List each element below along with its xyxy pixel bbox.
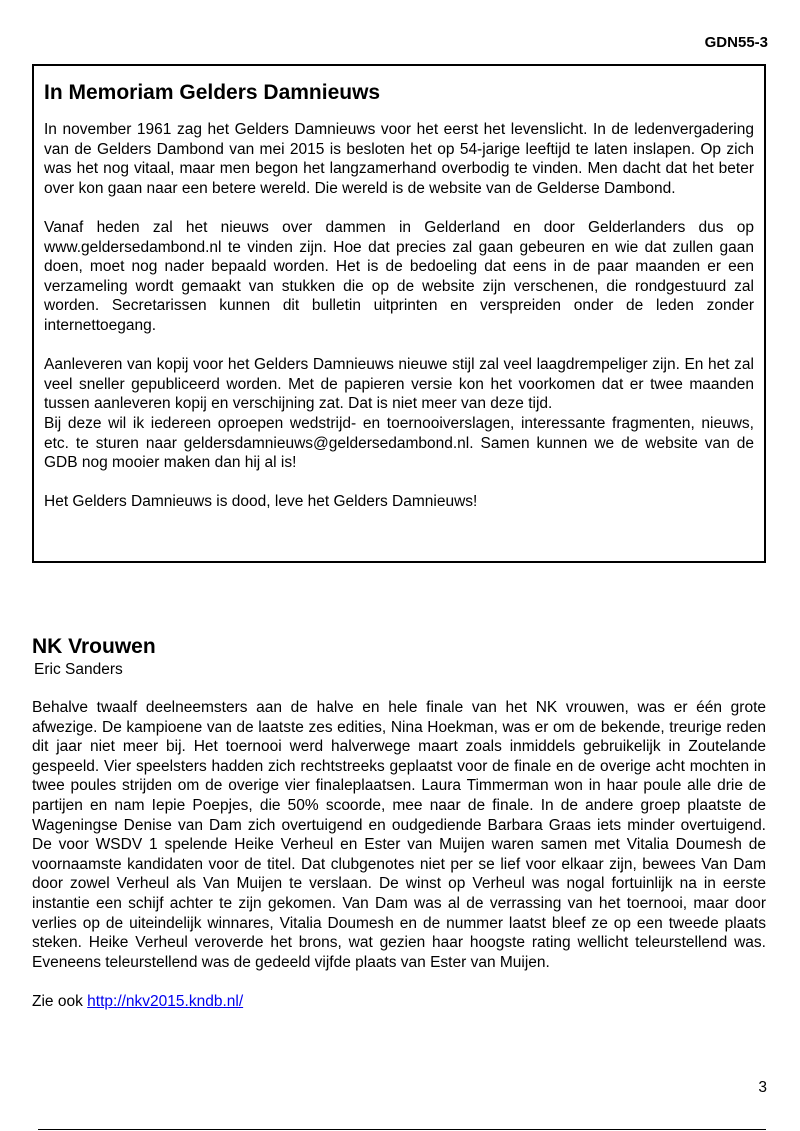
article-title: NK Vrouwen [32,635,156,658]
page-number: 3 [758,1079,767,1096]
memoriam-paragraph-2: Vanaf heden zal het nieuws over dammen in Gelderland en door Gelderlanders dus op www.geldersedambond.nl te vinden zijn. Hoe dat precies zal gaan gebeuren en wie dat zullen gaan doen, moet nog nader bepaald worden. Het is de bedoeling dat eens in de paar maanden er een verzameling wordt gemaakt van stukken die op de website zijn verschenen, die rondgestuurd zal worden. Secretarissen kunnen dit bulletin uitprinten en verspreiden onder de leden zonder internettoegang. [44,218,754,334]
memoriam-title: In Memoriam Gelders Damnieuws [44,81,381,104]
memoriam-paragraph-4: Het Gelders Damnieuws is dood, leve het Gelders Damnieuws! [44,493,478,511]
see-also-label: Zie ook [32,992,83,1010]
article-link[interactable]: http://nkv2015.kndb.nl/ [87,992,244,1010]
article-body: Behalve twaalf deelneemsters aan de halve en hele finale van het NK vrouwen, was er één grote afwezige. De kampioene van de laatste zes edities, Nina Hoekman, was er om de bekende, treurige reden dit jaar niet meer bij. Het toernooi werd halverwege maart zoals inmiddels gebruikelijk in Zoutelande gespeeld. Vier speelsters hadden zich rechtstreeks geplaatst voor de finale en de overige acht mochten in twee poules strijden om de overige vier finaleplaatsen. Laura Timmerman won in haar poule alle drie de partijen en nam Iepie Poepjes, die 50% scoorde, mee naar de finale. In de andere groep plaatste de Wageningse Denise van Dam zich overtuigend en oudgediende Barbara Graas iets minder overtuigend. De voor WSDV 1 spelende Heike Verheul en Ester van Muijen waren samen met Vitalia Doumesh de voornaamste kandidaten voor de titel. Dat clubgenotes niet per se lief voor elkaar zijn, bewees Van Dam door zowel Verheul als Van Muijen te verslaan. De winst op Verheul was nogal fortuinlijk na in eerste instantie een schijf achter te zijn gekomen. Van Dam was al de verrassing van het toernooi, maar door verlies op de uiteindelijk winnares, Vitalia Doumesh en de nummer laatst bleef ze op een tweede plaats steken. Heike Verheul veroverde het brons, wat gezien haar hoogste rating wellicht teleurstellend was. Eveneens teleurstellend was de gedeeld vijfde plaats van Ester van Muijen. [32,699,766,971]
memoriam-paragraph-3b: Bij deze wil ik iedereen oproepen wedstrijd- en toernooiverslagen, interessante fragmenten, nieuws, etc. te sturen naar geldersdamnieuws@geldersedambond.nl. Samen kunnen we de website van de GDB nog mooier maken dan hij al is! [44,414,754,472]
document-code: GDN55-3 [704,34,768,51]
article-author: Eric Sanders [34,661,123,678]
memoriam-paragraph-3a: Aanleveren van kopij voor het Gelders Damnieuws nieuwe stijl zal veel laagdrempeliger zijn. En het zal veel sneller gepubliceerd worden. Met de papieren versie kon het voorkomen dat er twee maanden tussen aanleveren kopij en verschijning zat. Dat is niet meer van deze tijd. [44,356,754,413]
see-also-line [32,992,766,1012]
footer-divider [38,1129,766,1130]
memoriam-box [32,64,766,563]
article-body-container [32,698,766,1031]
memoriam-paragraph-1: In november 1961 zag het Gelders Damnieuws voor het eerst het levenslicht. In de ledenvergadering van de Gelders Dambond van mei 2015 is besloten het op 54-jarige leeftijd te laten inslapen. Op zich was het nog vitaal, maar men begon het langzamerhand overbodig te vinden. Men dacht dat het beter over kon gaan naar een betere wereld. Die wereld is de website van de Gelderse Dambond. [44,121,754,197]
